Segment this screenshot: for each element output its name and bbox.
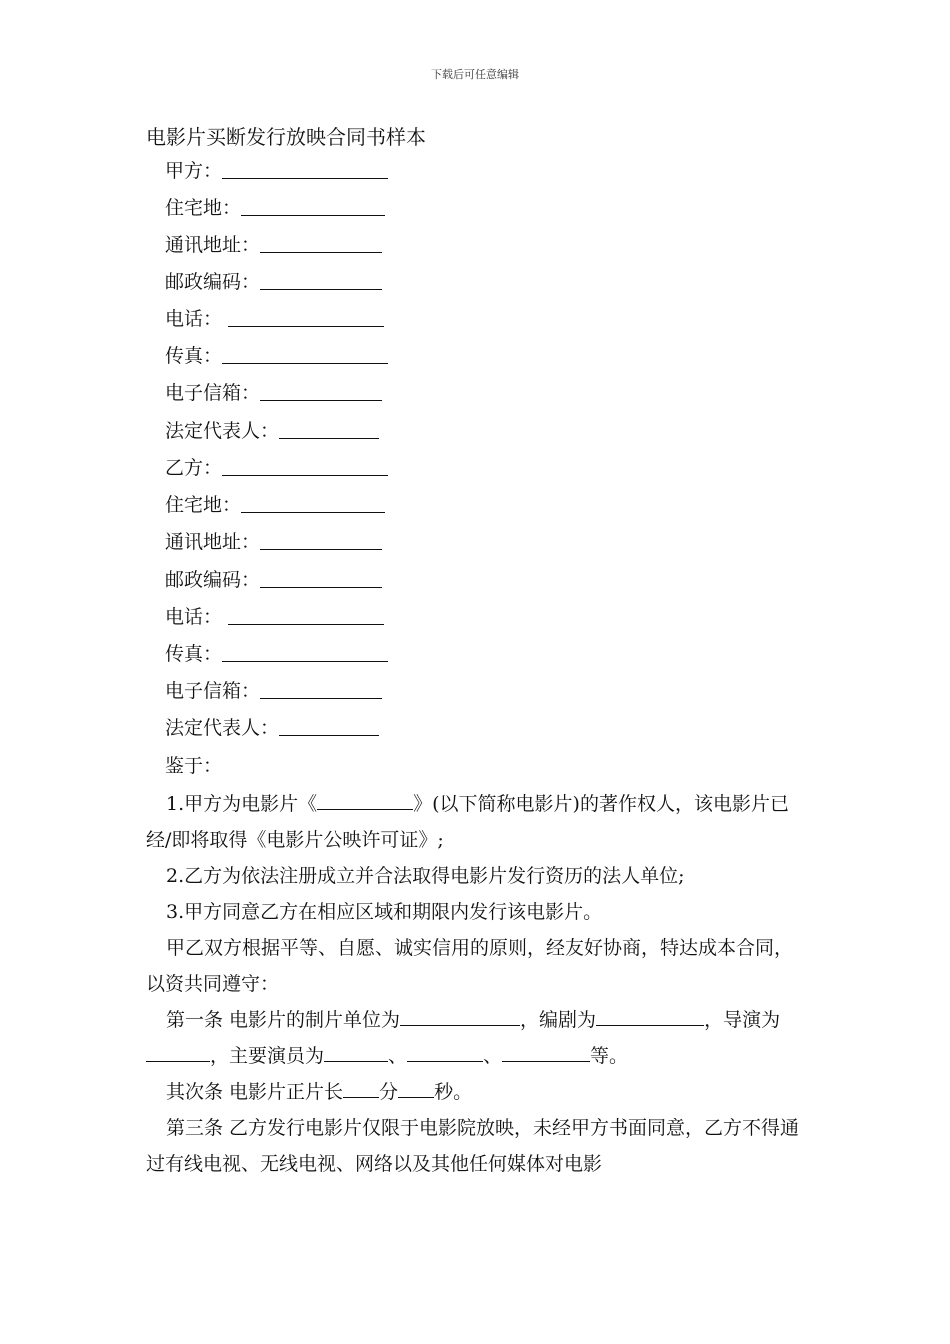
field-label: 传真： (165, 345, 223, 367)
field-label: 电话： (165, 308, 223, 330)
blank-line (260, 288, 382, 290)
article-2-text-b: 分 (379, 1081, 399, 1103)
whereas-item-1-text-a: 1.甲方为电影片《 (166, 793, 318, 815)
party-a-name-field (165, 157, 388, 185)
field-label: 通讯地址： (165, 234, 261, 256)
field-label: 住宅地： (165, 494, 242, 516)
blank-line (279, 734, 379, 736)
article-1 (146, 1002, 808, 1074)
party-a-fax-field (165, 342, 388, 370)
blank-line (260, 697, 382, 699)
field-label: 邮政编码： (165, 569, 261, 591)
blank-line (260, 586, 382, 588)
field-label: 法定代表人： (165, 717, 280, 739)
field-label: 电子信箱： (165, 680, 261, 702)
field-label: 传真： (165, 643, 223, 665)
article-1-text-b: ，编剧为 (520, 1009, 597, 1031)
blank-line (279, 437, 379, 439)
blank-line (502, 1043, 590, 1062)
article-1-text-c: ，导演为 (704, 1009, 781, 1031)
blank-line (260, 399, 382, 401)
whereas-item-2: 2.乙方为依法注册成立并合法取得电影片发行资历的法人单位; (166, 865, 685, 887)
blank-line (228, 325, 384, 327)
party-b-rep-field (165, 714, 379, 742)
article-3: 第三条 乙方发行电影片仅限于电影院放映，未经甲方书面同意，乙方不得通过有线电视、无线电视、网络以及其他任何媒体对电影 (146, 1117, 800, 1175)
blank-line (596, 1007, 704, 1026)
article-2-text-a: 其次条 电影片正片长 (166, 1081, 344, 1103)
blank-line (343, 1079, 379, 1098)
article-1-text-a: 第一条 电影片的制片单位为 (166, 1009, 401, 1031)
document-title: 电影片买断发行放映合同书样本 (146, 125, 426, 149)
field-label: 住宅地： (165, 197, 242, 219)
blank-line (400, 1007, 520, 1026)
blank-line (222, 362, 388, 364)
party-b-address-field (165, 491, 385, 519)
contract-body (146, 786, 808, 1182)
field-label: 邮政编码： (165, 271, 261, 293)
field-label: 电子信箱： (165, 382, 261, 404)
whereas-item-3: 3.甲方同意乙方在相应区域和期限内发行该电影片。 (166, 901, 603, 923)
party-b-email-field (165, 677, 382, 705)
blank-line (317, 791, 413, 810)
blank-line (228, 623, 384, 625)
blank-line (407, 1043, 483, 1062)
party-a-postcode-field (165, 268, 382, 296)
party-b-phone-field (165, 603, 384, 631)
field-label: 电话： (165, 606, 223, 628)
article-1-text-d: ，主要演员为 (210, 1045, 325, 1067)
blank-line (241, 511, 385, 513)
party-a-address-field (165, 194, 385, 222)
blank-line (241, 214, 385, 216)
blank-line (222, 474, 388, 476)
article-1-text-g: 等。 (590, 1045, 629, 1067)
article-1-text-e: 、 (388, 1045, 408, 1067)
blank-line (260, 548, 382, 550)
intro-paragraph: 甲乙双方根据平等、自愿、诚实信用的原则，经友好协商，特达成本合同，以资共同遵守： (146, 937, 794, 995)
whereas-label: 鉴于： (165, 755, 223, 777)
party-a-email-field (165, 379, 382, 407)
field-label: 甲方： (165, 160, 223, 182)
party-b-mail-field (165, 528, 382, 556)
article-2-text-c: 秒。 (434, 1081, 473, 1103)
party-a-mail-field (165, 231, 382, 259)
party-b-name-field (165, 454, 388, 482)
blank-line (222, 177, 388, 179)
article-1-text-f: 、 (483, 1045, 503, 1067)
article-2 (146, 1074, 808, 1110)
blank-line (398, 1079, 434, 1098)
party-a-rep-field (165, 417, 379, 445)
whereas-item-1 (146, 786, 808, 858)
whereas-item-1-text-b: 》(以下简称电影片)的著作权人，该电影片已经/即将取得《电影片公映许可证》; (146, 793, 789, 851)
blank-line (260, 251, 382, 253)
blank-line (146, 1043, 210, 1062)
party-b-fax-field (165, 640, 388, 668)
field-label: 法定代表人： (165, 420, 280, 442)
field-label: 通讯地址： (165, 531, 261, 553)
blank-line (222, 660, 388, 662)
party-b-postcode-field (165, 566, 382, 594)
blank-line (324, 1043, 388, 1062)
page-header: 下载后可任意编辑 (431, 68, 519, 81)
whereas-heading (165, 752, 222, 780)
party-a-phone-field (165, 305, 384, 333)
field-label: 乙方： (165, 457, 223, 479)
